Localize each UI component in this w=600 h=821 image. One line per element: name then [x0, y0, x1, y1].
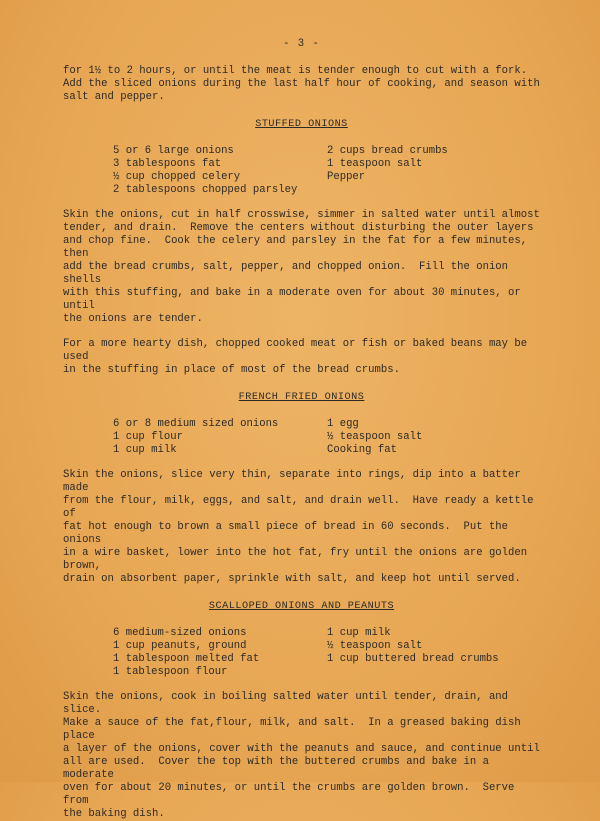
ingredient: 6 medium-sized onions — [113, 627, 247, 639]
text-line: the onions are tender. — [63, 313, 203, 325]
recipe-french-fried-onions — [63, 391, 540, 586]
instructions-paragraph — [63, 469, 540, 586]
text-line: a layer of the onions, cover with the peanuts and sauce, and continue until — [63, 743, 540, 755]
ingredient: Pepper — [327, 171, 366, 183]
text-line: Skin the onions, cut in half crosswise, simmer in salted water until almost — [63, 209, 540, 221]
page-number: - 3 - — [283, 38, 320, 50]
text-line: Make a sauce of the fat,flour, milk, and salt. In a greased baking dish place — [63, 717, 528, 742]
ingredients-right-column — [327, 418, 540, 457]
ingredient: ½ teaspoon salt — [327, 640, 423, 652]
recipe-title: FRENCH FRIED ONIONS — [238, 392, 365, 403]
text-line: for 1½ to 2 hours, or until the meat is tender enough to cut with a fork. — [63, 65, 528, 77]
instructions-paragraph — [63, 691, 540, 821]
ingredient: 1 cup buttered bread crumbs — [327, 653, 499, 665]
text-line: with this stuffing, and bake in a moderate oven for about 30 minutes, or until — [63, 287, 528, 312]
ingredient: 3 tablespoons fat — [113, 158, 222, 170]
ingredients-left-column — [113, 418, 327, 457]
ingredient: 1 egg — [327, 418, 359, 430]
text-line: oven for about 20 minutes, or until the crumbs are golden brown. Serve from — [63, 782, 521, 807]
instructions-paragraph — [63, 209, 540, 326]
ingredients-right-column — [327, 627, 540, 679]
ingredient: 1 cup flour — [113, 431, 183, 443]
text-line: salt and pepper. — [63, 91, 165, 103]
ingredient: 1 cup peanuts, ground — [113, 640, 247, 652]
text-line: from the flour, milk, eggs, and salt, and drain well. Have ready a kettle of — [63, 495, 540, 520]
ingredient: 1 tablespoon flour — [113, 666, 228, 678]
ingredient: 2 cups bread crumbs — [327, 145, 448, 157]
ingredient-list — [113, 627, 540, 679]
ingredient: Cooking fat — [327, 444, 397, 456]
text-line: fat hot enough to brown a small piece of bread in 60 seconds. Put the onions — [63, 521, 515, 546]
text-line: For a more hearty dish, chopped cooked meat or fish or baked beans may be used — [63, 338, 534, 363]
text-line: all are used. Cover the top with the buttered crumbs and bake in a moderate — [63, 756, 496, 781]
ingredient-list — [113, 145, 540, 197]
text-line: drain on absorbent paper, sprinkle with salt, and keep hot until served. — [63, 573, 521, 585]
ingredient: ½ cup chopped celery — [113, 171, 241, 183]
text-line: add the bread crumbs, salt, pepper, and chopped onion. Fill the onion shells — [63, 261, 515, 286]
ingredients-left-column — [113, 627, 327, 679]
recipe-stuffed-onions — [63, 118, 540, 377]
text-line: in a wire basket, lower into the hot fat, fry until the onions are golden brown, — [63, 547, 534, 572]
ingredient: 1 cup milk — [113, 444, 177, 456]
recipe-title: SCALLOPED ONIONS AND PEANUTS — [208, 601, 395, 612]
ingredient: 1 cup milk — [327, 627, 391, 639]
recipe-title: STUFFED ONIONS — [255, 119, 348, 130]
text-line: Add the sliced onions during the last half hour of cooking, and season with — [63, 78, 540, 90]
ingredient: 5 or 6 large onions — [113, 145, 234, 157]
text-line: the baking dish. — [63, 808, 165, 820]
ingredients-right-column — [327, 145, 540, 197]
text-line: and chop fine. Cook the celery and parsley in the fat for a few minutes, then — [63, 235, 534, 260]
ingredient: ½ teaspoon salt — [327, 431, 423, 443]
intro-paragraph — [63, 65, 540, 104]
ingredient-list — [113, 418, 540, 457]
text-line: in the stuffing in place of most of the bread crumbs. — [63, 364, 400, 376]
text-line: Skin the onions, cook in boiling salted water until tender, drain, and slice. — [63, 691, 515, 716]
ingredient: 2 tablespoons chopped parsley — [113, 184, 298, 196]
ingredients-left-column — [113, 145, 327, 197]
ingredient: 6 or 8 medium sized onions — [113, 418, 279, 430]
recipe-scalloped-onions-and-peanuts — [63, 600, 540, 821]
instructions-paragraph — [63, 338, 540, 377]
ingredient: 1 teaspoon salt — [327, 158, 423, 170]
text-line: Skin the onions, slice very thin, separate into rings, dip into a batter made — [63, 469, 528, 494]
text-line: tender, and drain. Remove the centers without disturbing the outer layers — [63, 222, 534, 234]
ingredient: 1 tablespoon melted fat — [113, 653, 260, 665]
